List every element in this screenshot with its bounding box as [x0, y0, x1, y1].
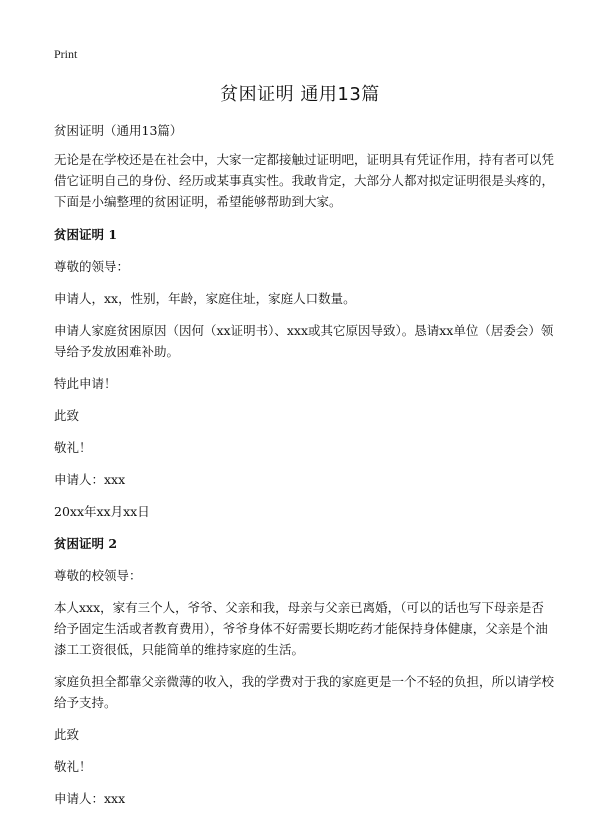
- date: 20xx年xx月xx日: [54, 504, 150, 519]
- signature: 申请人：xxx: [54, 472, 126, 487]
- paragraph: 申请人，xx，性别，年龄，家庭住址，家庭人口数量。: [54, 291, 356, 306]
- paragraph: 本人xxx，家有三个人，爷爷、父亲和我，母亲与父亲已离婚，（可以的话也写下母亲是否给予固定生活或者教育费用），爷爷身体不好需要长期吃药才能保持身体健康，父亲是个油漆工工资很低，只能简单的维持家庭的生活。: [54, 600, 548, 657]
- closing: 敬礼！: [54, 440, 92, 455]
- salutation: 尊敬的领导：: [54, 259, 130, 274]
- closing: 此致: [54, 727, 80, 742]
- document-title: 贫困证明 通用13篇: [220, 84, 380, 105]
- paragraph: 特此申请！: [54, 376, 117, 391]
- print-link[interactable]: Print: [54, 47, 78, 61]
- paragraph: 家庭负担全都靠父亲微薄的收入，我的学费对于我的家庭更是一个不轻的负担，所以请学校给予支持。: [54, 674, 555, 710]
- paragraph: 申请人家庭贫困原因（因何（xx证明书）、xxx或其它原因导致）。恳请xx单位（居委会）领导给予发放困难补助。: [54, 323, 554, 359]
- section-heading: 贫困证明 2: [54, 536, 118, 551]
- document-subtitle: 贫困证明（通用13篇）: [54, 123, 183, 138]
- salutation: 尊敬的校领导：: [54, 568, 142, 583]
- intro-paragraph: 无论是在学校还是在社会中，大家一定都接触过证明吧，证明具有凭证作用，持有者可以凭借它证明自己的身份、经历或某事真实性。我敢肯定，大部分人都对拟定证明很是头疼的，下面是小编整理的贫困证明，希望能够帮助到大家。: [54, 152, 555, 209]
- closing: 敬礼！: [54, 759, 92, 774]
- closing: 此致: [54, 408, 80, 423]
- document-body: [54, 120, 554, 820]
- section-heading: 贫困证明 1: [54, 227, 118, 242]
- signature: 申请人：xxx: [54, 791, 126, 806]
